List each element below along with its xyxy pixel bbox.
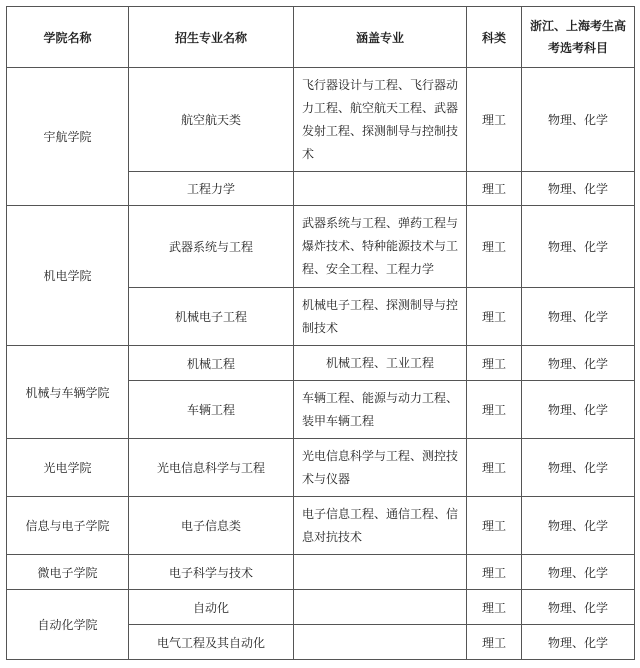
covered-cell xyxy=(294,590,467,625)
major-cell: 光电信息科学与工程 xyxy=(129,439,294,497)
table-row xyxy=(7,439,635,497)
subjects-cell: 物理、化学 xyxy=(522,439,635,497)
covered-cell: 电子信息工程、通信工程、信息对抗技术 xyxy=(294,497,467,555)
covered-cell: 机械电子工程、探测制导与控制技术 xyxy=(294,288,467,346)
college-cell: 宇航学院 xyxy=(7,68,129,206)
major-cell: 机械电子工程 xyxy=(129,288,294,346)
major-cell: 车辆工程 xyxy=(129,381,294,439)
covered-cell: 武器系统与工程、弹药工程与爆炸技术、特种能源技术与工程、安全工程、工程力学 xyxy=(294,206,467,288)
covered-cell: 光电信息科学与工程、测控技术与仪器 xyxy=(294,439,467,497)
major-cell: 电气工程及其自动化 xyxy=(129,625,294,660)
subjects-cell: 物理、化学 xyxy=(522,625,635,660)
category-cell: 理工 xyxy=(467,172,522,206)
table-row xyxy=(7,68,635,172)
header-row xyxy=(7,7,635,68)
major-cell: 机械工程 xyxy=(129,346,294,381)
header-college: 学院名称 xyxy=(7,7,129,68)
college-cell: 机电学院 xyxy=(7,206,129,346)
header-subjects xyxy=(522,7,635,68)
subjects-cell: 物理、化学 xyxy=(522,590,635,625)
category-cell: 理工 xyxy=(467,625,522,660)
subjects-cell: 物理、化学 xyxy=(522,381,635,439)
major-cell: 工程力学 xyxy=(129,172,294,206)
category-cell: 理工 xyxy=(467,68,522,172)
header-covered: 涵盖专业 xyxy=(294,7,467,68)
major-cell: 武器系统与工程 xyxy=(129,206,294,288)
subjects-cell: 物理、化学 xyxy=(522,555,635,590)
category-cell: 理工 xyxy=(467,288,522,346)
subjects-cell: 物理、化学 xyxy=(522,172,635,206)
subjects-cell: 物理、化学 xyxy=(522,288,635,346)
covered-cell: 车辆工程、能源与动力工程、装甲车辆工程 xyxy=(294,381,467,439)
major-cell: 电子科学与技术 xyxy=(129,555,294,590)
college-cell: 机械与车辆学院 xyxy=(7,346,129,439)
category-cell: 理工 xyxy=(467,439,522,497)
header-major: 招生专业名称 xyxy=(129,7,294,68)
major-cell: 自动化 xyxy=(129,590,294,625)
admissions-table-wrap xyxy=(6,6,635,660)
subjects-cell: 物理、化学 xyxy=(522,497,635,555)
subjects-cell: 物理、化学 xyxy=(522,206,635,288)
admissions-table xyxy=(6,6,635,660)
covered-cell xyxy=(294,172,467,206)
major-cell: 航空航天类 xyxy=(129,68,294,172)
table-row xyxy=(7,497,635,555)
table-row xyxy=(7,555,635,590)
college-cell: 自动化学院 xyxy=(7,590,129,660)
covered-cell xyxy=(294,625,467,660)
table-row xyxy=(7,346,635,381)
covered-cell xyxy=(294,555,467,590)
college-cell: 信息与电子学院 xyxy=(7,497,129,555)
college-cell: 光电学院 xyxy=(7,439,129,497)
subjects-cell: 物理、化学 xyxy=(522,68,635,172)
header-category: 科类 xyxy=(467,7,522,68)
college-cell: 微电子学院 xyxy=(7,555,129,590)
subjects-cell: 物理、化学 xyxy=(522,346,635,381)
major-cell: 电子信息类 xyxy=(129,497,294,555)
category-cell: 理工 xyxy=(467,346,522,381)
category-cell: 理工 xyxy=(467,590,522,625)
category-cell: 理工 xyxy=(467,206,522,288)
category-cell: 理工 xyxy=(467,555,522,590)
header-subjects-label: 浙江、上海考生高考选考科目 xyxy=(529,19,626,55)
table-row xyxy=(7,590,635,625)
table-row xyxy=(7,206,635,288)
category-cell: 理工 xyxy=(467,381,522,439)
covered-cell: 机械工程、工业工程 xyxy=(294,346,467,381)
category-cell: 理工 xyxy=(467,497,522,555)
covered-cell: 飞行器设计与工程、飞行器动力工程、航空航天工程、武器发射工程、探测制导与控制技术 xyxy=(294,68,467,172)
